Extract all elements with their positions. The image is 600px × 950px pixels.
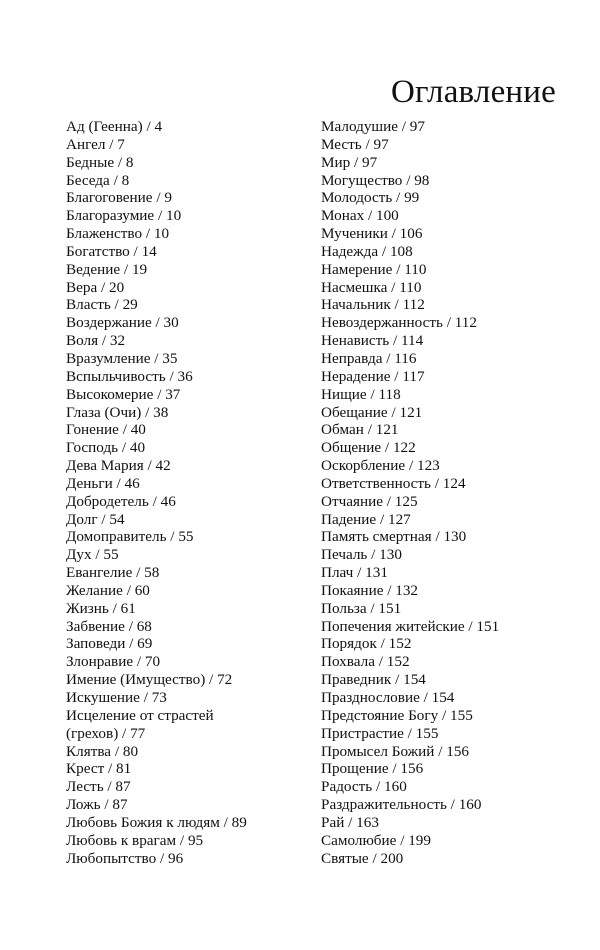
toc-entry: Ответственность / 124	[321, 474, 466, 492]
toc-entry: Благоразумие / 10	[66, 207, 182, 225]
toc-entry: Ненависть / 114	[321, 332, 424, 350]
toc-entry: Отчаяние / 125	[321, 492, 418, 510]
toc-entry: Пристрастие / 155	[321, 724, 439, 742]
toc-entry: Блаженство / 10	[66, 225, 170, 243]
toc-left-column	[66, 118, 247, 867]
toc-entry: Вразумление / 35	[66, 349, 178, 367]
toc-entry: Малодушие / 97	[321, 118, 425, 135]
toc-entry: Празднословие / 154	[321, 689, 455, 706]
toc-entry: Похвала / 152	[321, 653, 410, 671]
toc-entry: Намерение / 110	[321, 260, 427, 278]
toc-entry: Печаль / 130	[321, 546, 402, 564]
toc-entry: Домоправитель / 55	[66, 528, 194, 546]
toc-entry: Невоздержанность / 112	[321, 314, 477, 332]
toc-entry: Нищие / 118	[321, 385, 401, 403]
toc-entry: Радость / 160	[321, 778, 407, 796]
toc-entry: Монах / 100	[321, 207, 399, 225]
toc-entry: Насмешка / 110	[321, 278, 422, 296]
toc-entry: Молодость / 99	[321, 189, 420, 207]
toc-entry: Имение (Имущество) / 72	[66, 671, 233, 689]
toc-entry: Начальник / 112	[321, 296, 425, 314]
toc-entry: Ведение / 19	[66, 260, 148, 278]
toc-entry: Любовь Божия к людям / 89	[66, 813, 247, 831]
toc-entry: Общение / 122	[321, 439, 416, 457]
toc-entry: Дева Мария / 42	[66, 457, 171, 475]
toc-entry: Воля / 32	[66, 332, 126, 350]
toc-entry: Исцеление от страстей	[66, 706, 214, 724]
toc-entry: Предстояние Богу / 155	[321, 706, 473, 724]
toc-entry: Память смертная / 130	[321, 528, 467, 546]
toc-entry: Оскорбление / 123	[321, 457, 440, 475]
toc-entry: Ад (Геенна) / 4	[66, 118, 163, 135]
toc-entry: Беседа / 8	[66, 171, 130, 189]
toc-entry: Раздражительность / 160	[321, 796, 482, 814]
toc-entry: Воздержание / 30	[66, 314, 179, 332]
toc-entry: Власть / 29	[66, 296, 138, 314]
toc-right-column	[321, 118, 499, 867]
toc-entry: Попечения житейские / 151	[321, 617, 500, 635]
toc-entry: Неправда / 116	[321, 349, 417, 367]
toc-entry: Господь / 40	[66, 439, 146, 457]
toc-entry: Злонравие / 70	[66, 653, 161, 671]
toc-entry: Клятва / 80	[66, 742, 139, 760]
toc-entry: Бедные / 8	[66, 153, 134, 171]
page-title: Оглавление	[390, 74, 556, 110]
toc-entry: Польза / 151	[321, 599, 402, 617]
toc-entry: Ложь / 87	[66, 796, 128, 814]
toc-entry: Вера / 20	[66, 278, 125, 296]
toc-entry: (грехов) / 77	[66, 724, 146, 742]
toc-entry: Деньги / 46	[66, 474, 140, 492]
toc-entry: Плач / 131	[321, 564, 388, 582]
toc-entry: Мир / 97	[321, 153, 378, 171]
toc-entry: Месть / 97	[321, 135, 389, 153]
toc-entry: Любовь к врагам / 95	[66, 831, 204, 849]
toc-entry: Искушение / 73	[66, 689, 167, 706]
toc-entry: Порядок / 152	[321, 635, 412, 653]
toc-entry: Обещание / 121	[321, 403, 423, 421]
toc-entry: Богатство / 14	[66, 242, 157, 260]
toc-entry: Покаяние / 132	[321, 581, 419, 599]
toc-entry: Вспыльчивость / 36	[66, 367, 193, 385]
toc-entry: Глаза (Очи) / 38	[66, 403, 169, 421]
toc-entry: Нерадение / 117	[321, 367, 425, 385]
toc-entry: Обман / 121	[321, 421, 399, 439]
toc-entry: Крест / 81	[66, 760, 132, 778]
toc-entry: Добродетель / 46	[66, 492, 176, 510]
toc-entry: Желание / 60	[66, 581, 150, 599]
toc-entry: Жизнь / 61	[66, 599, 136, 617]
toc-entry: Забвение / 68	[66, 617, 152, 635]
toc-entry: Евангелие / 58	[66, 564, 160, 582]
toc-entry: Промысел Божий / 156	[321, 742, 470, 760]
toc-entry: Любопытство / 96	[66, 849, 184, 867]
toc-entry: Мученики / 106	[321, 225, 423, 243]
toc-entry: Надежда / 108	[321, 242, 413, 260]
toc-entry: Заповеди / 69	[66, 635, 153, 653]
toc-entry: Долг / 54	[66, 510, 125, 528]
toc-entry: Высокомерие / 37	[66, 385, 181, 403]
toc-entry: Гонение / 40	[66, 421, 146, 439]
toc-entry: Дух / 55	[66, 546, 119, 564]
toc-entry: Святые / 200	[321, 849, 404, 867]
toc-entry: Благоговение / 9	[66, 189, 172, 207]
toc-entry: Лесть / 87	[66, 778, 131, 796]
toc-entry: Падение / 127	[321, 510, 411, 528]
toc-entry: Праведник / 154	[321, 671, 426, 689]
toc-entry: Ангел / 7	[66, 135, 125, 153]
toc-entry: Прощение / 156	[321, 760, 424, 778]
toc-entry: Могущество / 98	[321, 171, 430, 189]
toc-entry: Самолюбие / 199	[321, 831, 431, 849]
toc-entry: Рай / 163	[321, 813, 379, 831]
